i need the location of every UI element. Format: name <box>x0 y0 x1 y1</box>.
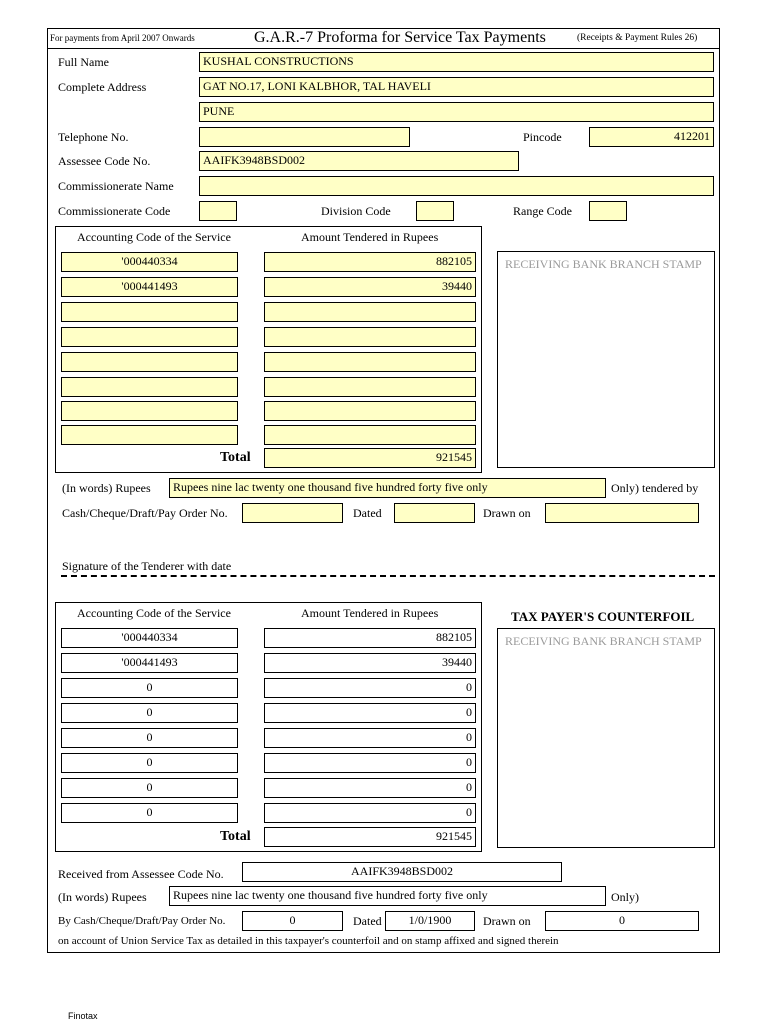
table1-total-label: Total <box>220 450 251 465</box>
full-name-field[interactable]: KUSHAL CONSTRUCTIONS <box>199 52 714 72</box>
table2-amount-3: 0 <box>264 678 476 698</box>
received-drawn-field: 0 <box>545 911 699 931</box>
table2-col-amount: Amount Tendered in Rupees <box>301 606 439 620</box>
table2-amount-1: 882105 <box>264 628 476 648</box>
table1-amount-7[interactable] <box>264 401 476 421</box>
table1-col-code: Accounting Code of the Service <box>77 230 231 244</box>
table1-code-7[interactable] <box>61 401 238 421</box>
form-title: G.A.R.-7 Proforma for Service Tax Payments <box>254 29 546 46</box>
pincode-field[interactable]: 412201 <box>589 127 714 147</box>
cheque-dated-field-1[interactable] <box>394 503 475 523</box>
range-code-label: Range Code <box>513 204 572 218</box>
received-words-field: Rupees nine lac twenty one thousand five hundred forty five only <box>169 886 606 906</box>
table1-amount-6[interactable] <box>264 377 476 397</box>
table2-code-8: 0 <box>61 803 238 823</box>
table1-amount-5[interactable] <box>264 352 476 372</box>
assessee-code-field[interactable]: AAIFK3948BSD002 <box>199 151 519 171</box>
table2-amount-7: 0 <box>264 778 476 798</box>
received-words-label: (In words) Rupees <box>58 890 147 904</box>
words-label-1: (In words) Rupees <box>62 481 151 495</box>
brand-label: Finotax <box>68 1011 98 1021</box>
received-code-field: AAIFK3948BSD002 <box>242 862 562 882</box>
header-validity: For payments from April 2007 Onwards <box>50 33 195 43</box>
table1-amount-1[interactable]: 882105 <box>264 252 476 272</box>
full-name-label: Full Name <box>58 55 109 69</box>
header-rule-ref: (Receipts & Payment Rules 26) <box>577 33 698 43</box>
table2-amount-2: 39440 <box>264 653 476 673</box>
table2-code-7: 0 <box>61 778 238 798</box>
table2-amount-8: 0 <box>264 803 476 823</box>
table1-amount-3[interactable] <box>264 302 476 322</box>
telephone-label: Telephone No. <box>58 130 129 144</box>
table1-code-8[interactable] <box>61 425 238 445</box>
cheque-drawn-label-1: Drawn on <box>483 506 531 520</box>
division-code-label: Division Code <box>321 204 391 218</box>
signature-label: Signature of the Tenderer with date <box>62 559 232 573</box>
table1-code-2[interactable]: '000441493 <box>61 277 238 297</box>
assessee-code-label: Assessee Code No. <box>58 154 151 168</box>
table2-total-label: Total <box>220 829 251 844</box>
commissionerate-name-label: Commissionerate Name <box>58 179 174 193</box>
division-code-field[interactable] <box>416 201 454 221</box>
table1-col-amount: Amount Tendered in Rupees <box>301 230 439 244</box>
table1-amount-8[interactable] <box>264 425 476 445</box>
range-code-field[interactable] <box>589 201 627 221</box>
commissionerate-code-label: Commissionerate Code <box>58 204 171 218</box>
cut-line <box>61 575 715 577</box>
cheque-label-1: Cash/Cheque/Draft/Pay Order No. <box>62 506 228 520</box>
table1-total-field[interactable]: 921545 <box>264 448 476 468</box>
cheque-number-field-1[interactable] <box>242 503 343 523</box>
bank-stamp-box-1 <box>497 251 715 468</box>
table1-code-6[interactable] <box>61 377 238 397</box>
address-line1-field[interactable]: GAT NO.17, LONI KALBHOR, TAL HAVELI <box>199 77 714 97</box>
table1-code-1[interactable]: '000440334 <box>61 252 238 272</box>
bank-stamp-label-1: RECEIVING BANK BRANCH STAMP <box>505 257 702 271</box>
bank-stamp-label-2: RECEIVING BANK BRANCH STAMP <box>505 634 702 648</box>
received-dated-field: 1/0/1900 <box>385 911 475 931</box>
table2-col-code: Accounting Code of the Service <box>77 606 231 620</box>
table2-code-1: '000440334 <box>61 628 238 648</box>
received-label: Received from Assessee Code No. <box>58 867 224 881</box>
table2-code-4: 0 <box>61 703 238 723</box>
table2-code-6: 0 <box>61 753 238 773</box>
received-cheque-field: 0 <box>242 911 343 931</box>
table2-amount-6: 0 <box>264 753 476 773</box>
address-line2-field[interactable]: PUNE <box>199 102 714 122</box>
received-dated-label: Dated <box>353 914 382 928</box>
received-footer-note: on account of Union Service Tax as detailed in this taxpayer's counterfoil and on stamp affixed and signed therein <box>58 935 559 947</box>
table2-total-field: 921545 <box>264 827 476 847</box>
commissionerate-name-field[interactable] <box>199 176 714 196</box>
table2-amount-4: 0 <box>264 703 476 723</box>
table2-code-3: 0 <box>61 678 238 698</box>
telephone-field[interactable] <box>199 127 410 147</box>
pincode-label: Pincode <box>523 130 562 144</box>
words-suffix-1: Only) tendered by <box>611 481 699 495</box>
table2-code-2: '000441493 <box>61 653 238 673</box>
table1-code-3[interactable] <box>61 302 238 322</box>
address-label: Complete Address <box>58 80 147 94</box>
cheque-dated-label-1: Dated <box>353 506 382 520</box>
words-field-1[interactable]: Rupees nine lac twenty one thousand five hundred forty five only <box>169 478 606 498</box>
table1-code-4[interactable] <box>61 327 238 347</box>
table1-amount-4[interactable] <box>264 327 476 347</box>
received-words-suffix: Only) <box>611 890 639 904</box>
table2-amount-5: 0 <box>264 728 476 748</box>
commissionerate-code-field[interactable] <box>199 201 237 221</box>
table1-amount-2[interactable]: 39440 <box>264 277 476 297</box>
received-cheque-label: By Cash/Cheque/Draft/Pay Order No. <box>58 915 226 927</box>
bank-stamp-box-2 <box>497 628 715 848</box>
cheque-drawn-field-1[interactable] <box>545 503 699 523</box>
header-divider <box>47 48 720 49</box>
table2-code-5: 0 <box>61 728 238 748</box>
received-drawn-label: Drawn on <box>483 914 531 928</box>
counterfoil-title: TAX PAYER'S COUNTERFOIL <box>511 609 695 624</box>
table1-code-5[interactable] <box>61 352 238 372</box>
